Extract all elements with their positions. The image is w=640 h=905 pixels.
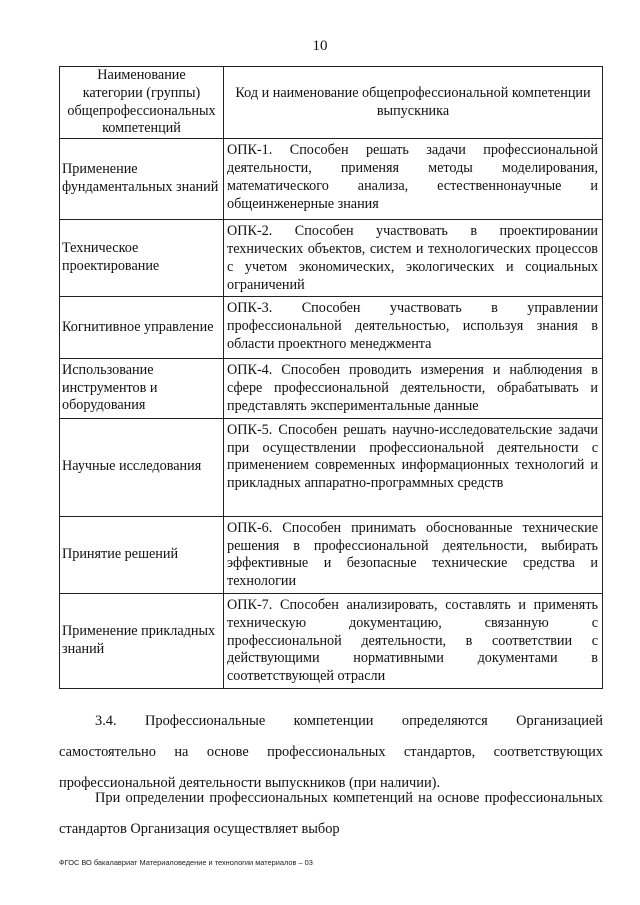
table-row: [60, 297, 603, 359]
row-category: Когнитивное управление: [60, 297, 224, 359]
table-row: [60, 220, 603, 297]
row-competence: ОПК-4. Способен проводить измерения и наблюдения в сфере профессиональной деятельности, обрабатывать и представлять экспериментальные данные: [224, 359, 603, 418]
row-competence: ОПК-7. Способен анализировать, составлять и применять техническую документацию, связанную с профессиональной деятельности, в соответствии с действующими нормативными документами в соответствующей отрасли: [224, 593, 603, 688]
footer-standard-title: ФГОС ВО бакалавриат Материаловедение и технологии материалов – 03: [59, 858, 313, 867]
table-header-row: [60, 67, 603, 139]
row-competence: ОПК-1. Способен решать задачи профессиональной деятельности, применяя методы моделирования, математического анализа, естественнонаучные и общеинженерные знания: [224, 139, 603, 220]
table-row: [60, 359, 603, 418]
paragraph-3-4: 3.4. Профессиональные компетенции определяются Организацией самостоятельно на основе профессиональных стандартов, соответствующих профессиональной деятельности выпускников (при наличии).: [59, 713, 603, 791]
row-category: Применение прикладных знаний: [60, 593, 224, 688]
table-row: [60, 516, 603, 593]
row-competence: ОПК-3. Способен участвовать в управлении профессиональной деятельностью, используя знания в области проектного менеджмента: [224, 297, 603, 359]
competence-table: [59, 66, 603, 689]
table-row: [60, 593, 603, 688]
page-number: 10: [312, 38, 328, 54]
row-category: Принятие решений: [60, 516, 224, 593]
row-competence: ОПК-2. Способен участвовать в проектировании технических объектов, систем и технологических процессов с учетом экономических, экологических и социальных ограничений: [224, 220, 603, 297]
row-category: Научные исследования: [60, 418, 224, 516]
table-row: [60, 418, 603, 516]
header-competence: Код и наименование общепрофессиональной компетенции выпускника: [224, 67, 603, 139]
row-category: Использование инструментов и оборудования: [60, 359, 224, 418]
table-row: [60, 139, 603, 220]
row-competence: ОПК-5. Способен решать научно-исследовательские задачи при осуществлении профессиональной деятельности с применением современных информационных технологий и прикладных аппаратно-программных средств: [224, 418, 603, 516]
row-competence: ОПК-6. Способен принимать обоснованные технические решения в профессиональной деятельности, выбирать эффективные и безопасные технические средства и технологии: [224, 516, 603, 593]
paragraph-continuation: При определении профессиональных компетенций на основе профессиональных стандартов Организация осуществляет выбор: [59, 790, 603, 837]
row-category: Применение фундаментальных знаний: [60, 139, 224, 220]
row-category: Техническое проектирование: [60, 220, 224, 297]
header-category: Наименование категории (группы) общепрофессиональных компетенций: [60, 67, 224, 139]
